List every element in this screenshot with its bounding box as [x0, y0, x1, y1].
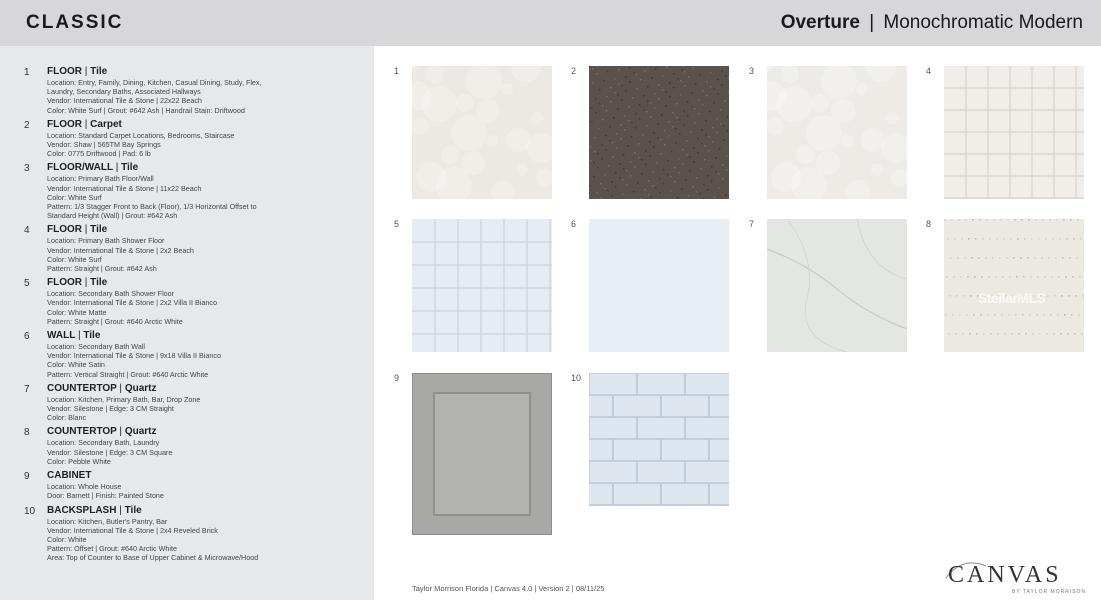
selection-separator: |	[119, 382, 123, 394]
selection-detail-line: Pattern: Straight | Grout: #642 Ash	[47, 264, 157, 274]
watermark: StellarMLS	[978, 290, 1046, 306]
selection-material: Quartz	[124, 382, 157, 394]
selection-detail-line: Vendor: International Tile & Stone | 2x2 Villa II Bianco	[47, 298, 217, 308]
selection-separator: |	[84, 66, 88, 77]
selection-number: 9	[24, 471, 30, 483]
selection-category: FLOOR	[47, 277, 82, 289]
selection-category: CABINET	[47, 470, 92, 482]
selection-title	[47, 277, 364, 289]
swatch-number: 7	[749, 219, 755, 229]
selections-list	[0, 46, 374, 600]
selection-detail-line: Location: Whole House	[47, 482, 122, 492]
selection-title	[47, 224, 364, 236]
selection-number: 7	[24, 383, 30, 395]
selection-number: 6	[24, 331, 30, 343]
selection-title	[47, 162, 364, 174]
selection-category: WALL	[47, 330, 76, 342]
selection-material: Tile	[90, 66, 108, 77]
selection-title	[47, 66, 364, 78]
selection-title	[47, 470, 364, 482]
selection-number: 8	[24, 427, 30, 439]
selection-detail-line: Vendor: International Tile & Stone | 22x22 Beach	[47, 96, 202, 106]
selection-separator: |	[115, 162, 119, 174]
selection-number: 2	[24, 119, 30, 131]
selection-detail-line: Color: White Surf	[47, 254, 102, 264]
selection-separator: |	[84, 118, 88, 130]
selection-item	[24, 505, 364, 563]
selection-detail-line: Location: Secondary Bath Wall	[47, 342, 146, 352]
swatch-number: 6	[571, 219, 577, 229]
selection-detail-line: Color: White Surf	[47, 192, 102, 202]
selection-number: 10	[24, 505, 36, 517]
selection-separator: |	[77, 330, 81, 342]
selection-item	[24, 224, 364, 273]
selection-category: FLOOR	[47, 66, 82, 77]
selection-category: FLOOR/WALL	[47, 162, 113, 174]
selection-detail-line: Vendor: International Tile & Stone | 11x22 Beach	[47, 183, 202, 193]
selection-detail-line: Location: Kitchen, Butler's Pantry, Bar	[47, 516, 168, 526]
logo-byline: BY TAYLOR MORRISON	[1012, 589, 1087, 595]
selection-detail-line: Location: Secondary Bath Shower Floor	[47, 289, 175, 299]
selection-material: Tile	[90, 224, 108, 236]
selection-category: COUNTERTOP	[47, 382, 117, 394]
swatch-number: 4	[926, 66, 932, 76]
swatch-number: 3	[749, 66, 755, 76]
canvas-logo	[942, 560, 1087, 596]
selection-item	[24, 330, 364, 379]
selection-detail-line: Vendor: Silestone | Edge: 3 CM Straight	[47, 404, 174, 414]
selection-detail-line: Location: Secondary Bath, Laundry	[47, 438, 160, 448]
selection-title	[47, 119, 364, 131]
selection-detail-line: Color: Pebble White	[47, 456, 111, 466]
selection-title	[47, 505, 364, 517]
swatch-number: 5	[394, 219, 400, 229]
swatch-number: 10	[571, 373, 582, 383]
selection-detail-line: Location: Primary Bath Floor/Wall	[47, 174, 154, 184]
selection-item	[24, 119, 364, 159]
selection-material: Quartz	[124, 426, 157, 438]
selection-material: Carpet	[90, 118, 122, 130]
scheme-style: Monochromatic Modern	[883, 12, 1083, 33]
selection-detail-line: Vendor: Shaw | 565TM Bay Springs	[47, 140, 161, 150]
selection-number: 5	[24, 278, 30, 290]
selection-title	[47, 383, 364, 395]
selection-detail-line: Color: White Surf | Grout: #642 Ash | Handrail Stain: Driftwood	[47, 105, 245, 115]
selection-separator: |	[119, 504, 122, 516]
selection-detail-line: Color: White	[47, 534, 87, 544]
selection-item	[24, 277, 364, 326]
selection-number: 4	[24, 225, 30, 237]
selection-separator: |	[84, 224, 88, 236]
selection-separator: |	[119, 426, 123, 438]
selection-detail-line: Vendor: International Tile & Stone | 2x2 Beach	[47, 245, 194, 255]
selection-detail-line: Pattern: Straight | Grout: #640 Arctic White	[47, 316, 183, 326]
selection-detail-line: Location: Entry, Family, Dining, Kitchen, Casual Dining, Study, Flex,	[47, 78, 262, 87]
swatch-number: 9	[394, 373, 400, 383]
selection-category: FLOOR	[47, 118, 82, 130]
selection-detail-line: Vendor: Silestone | Edge: 3 CM Square	[47, 447, 173, 457]
swatch-stone	[767, 66, 907, 199]
selection-item	[24, 426, 364, 466]
selection-number: 1	[24, 67, 30, 78]
selection-item	[24, 162, 364, 220]
header-bar	[0, 0, 1101, 46]
swatch-marble	[767, 219, 907, 352]
swatch-brick	[589, 373, 729, 506]
swatch-carpet	[589, 66, 729, 199]
collection-title: CLASSIC	[26, 12, 124, 33]
swatch-grid-small	[412, 219, 552, 352]
swatch-stone	[412, 66, 552, 199]
scheme-title	[781, 12, 1083, 34]
swatch-speckle	[944, 219, 1084, 352]
selection-title	[47, 330, 364, 342]
selection-detail-line: Vendor: International Tile & Stone | 9x18 Villa II Bianco	[47, 351, 221, 361]
footer-text: Taylor Morrison Florida | Canvas 4.0 | Version 2 | 08/11/25	[412, 584, 605, 593]
selection-detail-line: Pattern: Offset | Grout: #640 Arctic White	[47, 544, 177, 554]
selection-material: Tile	[121, 162, 139, 174]
swatch-cabinet	[412, 373, 552, 535]
selection-detail-line: Color: Blanc	[47, 413, 87, 423]
selection-detail-line: Door: Barnett | Finish: Painted Stone	[47, 491, 164, 501]
selection-category: BACKSPLASH	[47, 504, 117, 516]
selection-detail-line: Pattern: Vertical Straight | Grout: #640 Arctic White	[47, 369, 209, 379]
scheme-name: Overture	[780, 12, 860, 33]
swatch-number: 1	[394, 66, 400, 76]
selection-title	[47, 426, 364, 438]
selection-material: Tile	[90, 277, 108, 289]
swatch-number: 2	[571, 66, 577, 76]
selection-detail-line: Laundry, Secondary Baths, Associated Hallways	[47, 87, 201, 97]
selection-item	[24, 383, 364, 423]
selection-detail-line: Vendor: International Tile & Stone | 2x4 Reveled Brick	[47, 525, 218, 535]
swatch-plain	[589, 219, 729, 352]
scheme-separator: |	[869, 12, 875, 33]
selection-detail-line: Color: 0775 Driftwood | Pad: 6 lb	[47, 149, 151, 159]
selection-detail-line: Color: White Satin	[47, 360, 105, 370]
selection-category: FLOOR	[47, 224, 82, 236]
selection-material: Tile	[83, 330, 101, 342]
swatch-number: 8	[926, 219, 932, 229]
selection-number: 3	[24, 163, 30, 175]
selection-material: Tile	[124, 504, 142, 516]
selection-detail-line: Pattern: 1/3 Stagger Front to Back (Floor), 1/3 Horizontal Offset to	[47, 202, 257, 212]
selection-detail-line: Color: White Matte	[47, 307, 107, 317]
selection-detail-line: Location: Kitchen, Primary Bath, Bar, Drop Zone	[47, 394, 201, 404]
selection-detail-line: Standard Height (Wall) | Grout: #642 Ash	[47, 211, 178, 221]
selection-detail-line: Area: Top of Counter to Base of Upper Cabinet & Microwave/Hood	[47, 553, 259, 563]
selection-item	[24, 470, 364, 500]
selection-detail-line: Location: Primary Bath Shower Floor	[47, 236, 165, 246]
selection-separator: |	[84, 277, 88, 289]
selection-detail-line: Location: Standard Carpet Locations, Bedrooms, Staircase	[47, 130, 235, 140]
selection-item	[24, 66, 364, 115]
swatch-grid-large	[944, 66, 1084, 199]
logo-word: CANVAS	[948, 562, 1062, 588]
selection-category: COUNTERTOP	[47, 426, 117, 438]
